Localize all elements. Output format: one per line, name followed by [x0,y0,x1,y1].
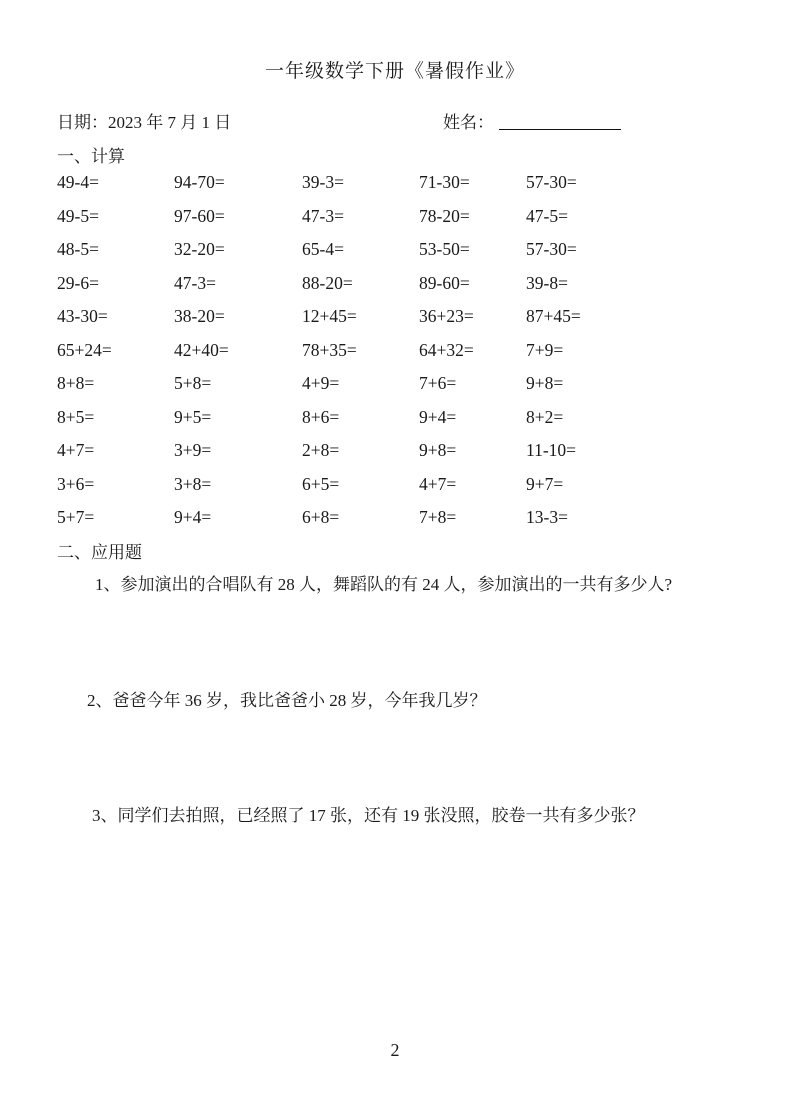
calc-item: 49-4= [57,172,99,192]
calc-item: 65-4= [302,239,344,259]
calc-item: 4+7= [57,440,95,460]
calc-item: 29-6= [57,272,99,293]
calc-item: 38-20= [174,306,225,326]
calc-item: 7+8= [419,507,457,527]
calc-item: 64+32= [419,339,474,360]
calc-item: 65+24= [57,339,112,360]
calc-item: 94-70= [174,172,225,192]
section-heading-word-problems: 二、应用题 [57,543,142,562]
meta-row [57,108,757,134]
calc-item: 7+9= [526,339,564,360]
calc-item: 57-30= [526,172,577,192]
calc-item: 78+35= [302,339,357,360]
calc-item: 11-10= [526,440,577,460]
calc-item: 71-30= [419,172,470,192]
calc-item: 89-60= [419,272,470,293]
word-problem-2: 2、爸爸今年 36 岁，我比爸爸小 28 岁，今年我几岁？ [87,691,487,710]
calc-item: 3+6= [57,473,95,494]
calc-row [57,440,657,474]
calc-item: 39-8= [526,272,568,293]
calc-item: 32-20= [174,239,225,259]
word-problem-1: 1、参加演出的合唱队有 28 人，舞蹈队的有 24 人，参加演出的一共有多少人? [95,575,673,594]
calc-row [57,206,657,240]
calc-item: 39-3= [302,172,344,192]
calc-item: 57-30= [526,239,577,259]
calc-item: 5+7= [57,507,95,527]
calc-item: 42+40= [174,339,229,360]
calc-item: 3+9= [174,440,212,460]
calc-item: 36+23= [419,306,474,326]
calc-item: 8+6= [302,406,340,427]
calc-item: 88-20= [302,272,353,293]
calc-item: 43-30= [57,306,108,326]
calc-item: 9+7= [526,473,564,494]
calc-row [57,407,657,441]
calc-item: 9+4= [174,507,212,527]
calc-item: 4+7= [419,473,457,494]
calc-row [57,474,657,508]
date-text: 日期：2023 年 7 月 1 日 [57,113,232,132]
calc-item: 13-3= [526,507,568,527]
calc-item: 6+8= [302,507,340,527]
calc-item: 9+5= [174,406,212,427]
calc-item: 53-50= [419,239,470,259]
calc-item: 2+8= [302,440,340,460]
calc-item: 47-3= [302,205,344,226]
calc-item: 48-5= [57,239,99,259]
calc-item: 87+45= [526,306,581,326]
calc-item: 9+8= [526,373,564,393]
name-label: 姓名： [443,113,494,132]
page-number: 2 [390,1040,400,1060]
calc-row [57,273,657,307]
calc-item: 9+4= [419,406,457,427]
calc-item: 49-5= [57,205,99,226]
calc-row [57,507,657,541]
calc-item: 5+8= [174,373,212,393]
calc-item: 47-3= [174,272,216,293]
calc-item: 4+9= [302,373,340,393]
calc-item: 97-60= [174,205,225,226]
calculation-grid [57,172,657,541]
calc-row [57,340,657,374]
calc-item: 78-20= [419,205,470,226]
calc-item: 47-5= [526,205,568,226]
calc-item: 8+2= [526,406,564,427]
calc-row [57,373,657,407]
worksheet-title: 一年级数学下册《暑假作业》 [264,61,525,82]
calc-item: 12+45= [302,306,357,326]
calc-row [57,172,657,206]
calc-item: 9+8= [419,440,457,460]
calc-item: 8+8= [57,373,95,393]
calc-row [57,239,657,273]
calc-item: 7+6= [419,373,457,393]
section-heading-calculation: 一、计算 [57,147,125,166]
calc-item: 3+8= [174,473,212,494]
calc-row [57,306,657,340]
word-problem-3: 3、同学们去拍照，已经照了 17 张，还有 19 张没照，胶卷一共有多少张？ [92,806,645,825]
calc-item: 6+5= [302,473,340,494]
calc-item: 8+5= [57,406,95,427]
name-blank-line [499,129,621,130]
